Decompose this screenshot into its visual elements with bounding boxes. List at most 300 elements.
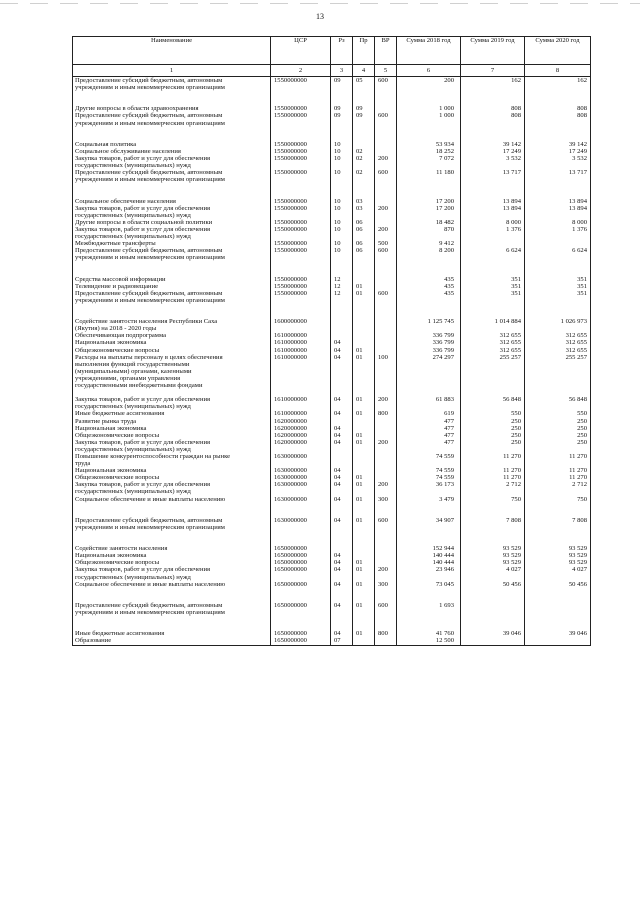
cell-sum-2019: 1 014 884 — [461, 318, 525, 325]
cell-name: Социальное обеспечение и иные выплаты населению — [73, 581, 271, 588]
cell-name: государственных (муниципальных) нужд — [73, 446, 271, 453]
cell-name — [73, 503, 271, 510]
cell-csr: 1550000000 — [271, 240, 331, 247]
cell-csr: 1600000000 — [271, 318, 331, 325]
table-row — [73, 602, 591, 609]
cell-sum-2018: 36 173 — [397, 481, 461, 488]
cell-sum-2019 — [461, 588, 525, 595]
cell-pr — [353, 467, 375, 474]
cell-vr: 600 — [375, 517, 397, 524]
cell-csr — [271, 176, 331, 183]
header-sum-2020: Сумма 2020 год — [525, 37, 591, 65]
cell-sum-2020 — [525, 254, 591, 261]
cell-name: Предоставление субсидий бюджетным, автономным — [73, 602, 271, 609]
cell-vr — [375, 127, 397, 134]
cell-name: Иные бюджетные ассигнования — [73, 630, 271, 637]
cell-csr: 1550000000 — [271, 141, 331, 148]
cell-vr — [375, 538, 397, 545]
cell-csr — [271, 191, 331, 198]
table-row — [73, 134, 591, 141]
cell-vr: 100 — [375, 354, 397, 361]
cell-vr: 200 — [375, 439, 397, 446]
cell-vr — [375, 198, 397, 205]
cell-sum-2020: 17 249 — [525, 148, 591, 155]
cell-rz: 04 — [331, 432, 353, 439]
cell-csr — [271, 254, 331, 261]
table-row — [73, 198, 591, 205]
cell-name: Закупка товаров, работ и услуг для обеспечения — [73, 205, 271, 212]
cell-sum-2018 — [397, 524, 461, 531]
cell-csr — [271, 297, 331, 304]
cell-sum-2018 — [397, 261, 461, 268]
cell-sum-2020 — [525, 98, 591, 105]
cell-sum-2018 — [397, 488, 461, 495]
cell-csr: 1550000000 — [271, 169, 331, 176]
cell-vr — [375, 474, 397, 481]
cell-vr — [375, 91, 397, 98]
cell-rz — [331, 162, 353, 169]
cell-pr — [353, 552, 375, 559]
cell-pr — [353, 183, 375, 190]
cell-vr — [375, 332, 397, 339]
cell-sum-2020: 13 894 — [525, 198, 591, 205]
cell-name: Обеспечивающая подпрограмма — [73, 332, 271, 339]
cell-sum-2020: 11 270 — [525, 474, 591, 481]
cell-pr — [353, 425, 375, 432]
cell-sum-2020: 250 — [525, 439, 591, 446]
header-row — [73, 37, 591, 65]
cell-name — [73, 127, 271, 134]
cell-pr: 01 — [353, 517, 375, 524]
cell-pr — [353, 389, 375, 396]
cell-sum-2019: 11 270 — [461, 467, 525, 474]
table-row — [73, 517, 591, 524]
cell-name: Образование — [73, 637, 271, 645]
cell-csr — [271, 446, 331, 453]
cell-vr: 500 — [375, 240, 397, 247]
cell-name — [73, 261, 271, 268]
cell-csr: 1630000000 — [271, 481, 331, 488]
table-row — [73, 261, 591, 268]
cell-sum-2018: 1 125 745 — [397, 318, 461, 325]
cell-sum-2020: 312 655 — [525, 339, 591, 346]
cell-vr — [375, 361, 397, 368]
cell-pr — [353, 524, 375, 531]
cell-rz — [331, 84, 353, 91]
cell-pr — [353, 616, 375, 623]
cell-csr — [271, 183, 331, 190]
cell-sum-2020 — [525, 403, 591, 410]
cell-sum-2019: 312 655 — [461, 339, 525, 346]
cell-csr: 1550000000 — [271, 219, 331, 226]
cell-pr: 03 — [353, 198, 375, 205]
table-row — [73, 559, 591, 566]
cell-sum-2020: 250 — [525, 432, 591, 439]
cell-rz: 04 — [331, 425, 353, 432]
cell-rz — [331, 524, 353, 531]
table-row — [73, 460, 591, 467]
cell-vr — [375, 403, 397, 410]
cell-sum-2018: 152 944 — [397, 545, 461, 552]
column-number: 2 — [271, 65, 331, 77]
cell-sum-2020 — [525, 212, 591, 219]
cell-sum-2018: 74 559 — [397, 453, 461, 460]
cell-sum-2020: 39 142 — [525, 141, 591, 148]
table-row — [73, 574, 591, 581]
cell-sum-2020 — [525, 269, 591, 276]
cell-csr: 1550000000 — [271, 105, 331, 112]
table-row — [73, 240, 591, 247]
cell-sum-2019: 4 027 — [461, 566, 525, 573]
table-row — [73, 290, 591, 297]
cell-name: Социальное обслуживание населения — [73, 148, 271, 155]
cell-rz — [331, 120, 353, 127]
column-number: 1 — [73, 65, 271, 77]
cell-rz — [331, 361, 353, 368]
cell-sum-2019 — [461, 261, 525, 268]
cell-name: Предоставление субсидий бюджетным, автономным — [73, 290, 271, 297]
cell-pr — [353, 453, 375, 460]
cell-sum-2019 — [461, 325, 525, 332]
table-row — [73, 283, 591, 290]
cell-rz: 10 — [331, 240, 353, 247]
table-row — [73, 162, 591, 169]
cell-vr — [375, 261, 397, 268]
cell-name: Социальное обеспечение и иные выплаты населению — [73, 496, 271, 503]
cell-csr: 1610000000 — [271, 354, 331, 361]
cell-csr — [271, 488, 331, 495]
table-row — [73, 616, 591, 623]
cell-sum-2019: 1 376 — [461, 226, 525, 233]
cell-rz — [331, 446, 353, 453]
cell-csr — [271, 609, 331, 616]
cell-sum-2019: 351 — [461, 290, 525, 297]
cell-sum-2020 — [525, 538, 591, 545]
cell-sum-2020: 351 — [525, 276, 591, 283]
cell-sum-2020 — [525, 134, 591, 141]
cell-pr — [353, 403, 375, 410]
cell-rz — [331, 389, 353, 396]
cell-sum-2019 — [461, 524, 525, 531]
cell-vr: 200 — [375, 396, 397, 403]
cell-sum-2019: 255 257 — [461, 354, 525, 361]
table-row — [73, 233, 591, 240]
cell-rz: 04 — [331, 552, 353, 559]
cell-pr — [353, 488, 375, 495]
cell-sum-2018 — [397, 574, 461, 581]
table-row — [73, 439, 591, 446]
cell-sum-2018 — [397, 375, 461, 382]
cell-vr — [375, 432, 397, 439]
cell-vr — [375, 212, 397, 219]
cell-sum-2020 — [525, 609, 591, 616]
cell-csr: 1550000000 — [271, 276, 331, 283]
cell-sum-2020 — [525, 162, 591, 169]
cell-sum-2020: 39 046 — [525, 630, 591, 637]
page-number: 13 — [316, 12, 324, 21]
cell-sum-2019 — [461, 127, 525, 134]
cell-rz — [331, 318, 353, 325]
cell-sum-2020: 2 712 — [525, 481, 591, 488]
cell-pr — [353, 510, 375, 517]
cell-sum-2018 — [397, 403, 461, 410]
cell-sum-2020: 312 655 — [525, 332, 591, 339]
cell-sum-2019: 250 — [461, 418, 525, 425]
table-row — [73, 169, 591, 176]
cell-pr — [353, 361, 375, 368]
cell-sum-2018 — [397, 297, 461, 304]
cell-sum-2020 — [525, 460, 591, 467]
cell-sum-2019 — [461, 375, 525, 382]
cell-pr: 01 — [353, 410, 375, 417]
cell-rz — [331, 368, 353, 375]
cell-vr — [375, 318, 397, 325]
cell-pr — [353, 233, 375, 240]
cell-name: Предоставление субсидий бюджетным, автономным — [73, 247, 271, 254]
cell-csr — [271, 91, 331, 98]
cell-vr — [375, 176, 397, 183]
column-number: 8 — [525, 65, 591, 77]
cell-sum-2019: 13 894 — [461, 198, 525, 205]
cell-sum-2020 — [525, 240, 591, 247]
table-row — [73, 396, 591, 403]
cell-sum-2020 — [525, 574, 591, 581]
cell-sum-2019: 13 717 — [461, 169, 525, 176]
cell-name: Предоставление субсидий бюджетным, автономным — [73, 112, 271, 119]
cell-sum-2020: 3 532 — [525, 155, 591, 162]
cell-sum-2019: 351 — [461, 276, 525, 283]
table-row — [73, 212, 591, 219]
cell-sum-2019: 550 — [461, 410, 525, 417]
table-row — [73, 375, 591, 382]
cell-rz — [331, 595, 353, 602]
cell-sum-2020: 4 027 — [525, 566, 591, 573]
cell-pr — [353, 141, 375, 148]
cell-sum-2018: 18 482 — [397, 219, 461, 226]
cell-csr — [271, 127, 331, 134]
cell-rz: 04 — [331, 467, 353, 474]
cell-csr — [271, 538, 331, 545]
cell-sum-2020: 250 — [525, 425, 591, 432]
cell-vr: 600 — [375, 602, 397, 609]
table-row — [73, 91, 591, 98]
cell-vr — [375, 609, 397, 616]
cell-sum-2020: 312 655 — [525, 347, 591, 354]
cell-name: Социальное обеспечение населения — [73, 198, 271, 205]
cell-sum-2018: 477 — [397, 432, 461, 439]
cell-name: учреждениями, органами управления — [73, 375, 271, 382]
header-sum-2019: Сумма 2019 год — [461, 37, 525, 65]
table-row — [73, 311, 591, 318]
cell-sum-2019 — [461, 595, 525, 602]
cell-rz: 04 — [331, 354, 353, 361]
cell-name — [73, 91, 271, 98]
cell-sum-2019: 17 249 — [461, 148, 525, 155]
table-row — [73, 432, 591, 439]
cell-sum-2019 — [461, 134, 525, 141]
cell-pr: 05 — [353, 77, 375, 85]
cell-pr: 01 — [353, 396, 375, 403]
cell-csr — [271, 212, 331, 219]
cell-name — [73, 191, 271, 198]
cell-rz: 04 — [331, 581, 353, 588]
cell-name: Национальная экономика — [73, 467, 271, 474]
cell-name: Общеэкономические вопросы — [73, 347, 271, 354]
cell-sum-2019 — [461, 91, 525, 98]
cell-sum-2018: 74 559 — [397, 467, 461, 474]
table-row — [73, 481, 591, 488]
cell-vr — [375, 382, 397, 389]
cell-name: Национальная экономика — [73, 425, 271, 432]
table-row — [73, 325, 591, 332]
cell-csr: 1650000000 — [271, 630, 331, 637]
table-row — [73, 389, 591, 396]
cell-sum-2020: 351 — [525, 283, 591, 290]
cell-vr — [375, 418, 397, 425]
cell-sum-2020: 11 270 — [525, 467, 591, 474]
cell-sum-2018: 336 799 — [397, 332, 461, 339]
cell-name: Содействие занятости населения — [73, 545, 271, 552]
cell-csr — [271, 261, 331, 268]
cell-rz: 10 — [331, 169, 353, 176]
cell-sum-2020 — [525, 120, 591, 127]
cell-name — [73, 183, 271, 190]
cell-sum-2019 — [461, 602, 525, 609]
cell-vr — [375, 595, 397, 602]
cell-sum-2020: 56 848 — [525, 396, 591, 403]
cell-rz — [331, 510, 353, 517]
cell-name: Предоставление субсидий бюджетным, автономным — [73, 169, 271, 176]
cell-vr — [375, 453, 397, 460]
column-number: 5 — [375, 65, 397, 77]
cell-pr — [353, 191, 375, 198]
cell-sum-2018 — [397, 588, 461, 595]
cell-sum-2018: 435 — [397, 276, 461, 283]
cell-rz: 04 — [331, 602, 353, 609]
cell-rz: 07 — [331, 637, 353, 645]
cell-rz: 04 — [331, 474, 353, 481]
cell-rz — [331, 418, 353, 425]
cell-vr — [375, 347, 397, 354]
cell-sum-2020 — [525, 297, 591, 304]
cell-csr — [271, 510, 331, 517]
cell-sum-2020: 8 000 — [525, 219, 591, 226]
cell-sum-2018: 1 000 — [397, 112, 461, 119]
cell-csr: 1610000000 — [271, 347, 331, 354]
cell-csr: 1630000000 — [271, 453, 331, 460]
cell-csr — [271, 524, 331, 531]
cell-sum-2018: 9 412 — [397, 240, 461, 247]
cell-csr: 1630000000 — [271, 467, 331, 474]
cell-name: Общеэкономические вопросы — [73, 559, 271, 566]
cell-sum-2019 — [461, 616, 525, 623]
cell-csr: 1650000000 — [271, 552, 331, 559]
cell-pr — [353, 254, 375, 261]
cell-csr: 1650000000 — [271, 559, 331, 566]
cell-csr: 1550000000 — [271, 148, 331, 155]
cell-sum-2019: 250 — [461, 425, 525, 432]
cell-name: Межбюджетные трансферты — [73, 240, 271, 247]
cell-vr — [375, 545, 397, 552]
cell-sum-2019: 162 — [461, 77, 525, 85]
cell-name — [73, 588, 271, 595]
cell-sum-2020 — [525, 637, 591, 645]
column-number: 6 — [397, 65, 461, 77]
cell-name — [73, 595, 271, 602]
cell-vr — [375, 375, 397, 382]
cell-sum-2018 — [397, 446, 461, 453]
cell-sum-2020: 13 717 — [525, 169, 591, 176]
cell-rz — [331, 325, 353, 332]
cell-vr — [375, 531, 397, 538]
cell-sum-2020 — [525, 595, 591, 602]
cell-pr: 03 — [353, 205, 375, 212]
cell-vr — [375, 623, 397, 630]
cell-sum-2018: 1 000 — [397, 105, 461, 112]
table-row — [73, 496, 591, 503]
cell-csr: 1550000000 — [271, 77, 331, 85]
header-vr: ВР — [375, 37, 397, 65]
cell-rz — [331, 403, 353, 410]
cell-sum-2020: 162 — [525, 77, 591, 85]
cell-sum-2018: 23 946 — [397, 566, 461, 573]
cell-rz — [331, 233, 353, 240]
cell-vr: 600 — [375, 112, 397, 119]
cell-csr: 1610000000 — [271, 339, 331, 346]
cell-sum-2020 — [525, 233, 591, 240]
cell-name — [73, 269, 271, 276]
cell-sum-2018 — [397, 176, 461, 183]
cell-pr — [353, 503, 375, 510]
cell-csr: 1550000000 — [271, 290, 331, 297]
cell-name: Закупка товаров, работ и услуг для обеспечения — [73, 155, 271, 162]
cell-pr — [353, 134, 375, 141]
table-row — [73, 205, 591, 212]
cell-csr: 1550000000 — [271, 155, 331, 162]
cell-sum-2019: 11 270 — [461, 474, 525, 481]
cell-sum-2018 — [397, 183, 461, 190]
cell-vr — [375, 219, 397, 226]
cell-name: Предоставление субсидий бюджетным, автономным — [73, 517, 271, 524]
cell-name: учреждениям и иным некоммерческим организациям — [73, 524, 271, 531]
table-row — [73, 581, 591, 588]
cell-name: Предоставление субсидий бюджетным, автономным — [73, 77, 271, 85]
table-row — [73, 552, 591, 559]
cell-vr — [375, 269, 397, 276]
cell-sum-2020: 550 — [525, 410, 591, 417]
cell-sum-2018: 8 200 — [397, 247, 461, 254]
cell-sum-2020 — [525, 191, 591, 198]
cell-csr: 1610000000 — [271, 396, 331, 403]
cell-rz — [331, 488, 353, 495]
table-row — [73, 566, 591, 573]
cell-sum-2018: 870 — [397, 226, 461, 233]
cell-pr — [353, 382, 375, 389]
cell-name — [73, 623, 271, 630]
cell-csr: 1650000000 — [271, 545, 331, 552]
cell-vr — [375, 552, 397, 559]
cell-name — [73, 531, 271, 538]
cell-sum-2019 — [461, 297, 525, 304]
cell-csr — [271, 382, 331, 389]
cell-rz: 04 — [331, 630, 353, 637]
table-row — [73, 403, 591, 410]
cell-vr — [375, 141, 397, 148]
cell-sum-2018: 53 934 — [397, 141, 461, 148]
cell-name: Развитие рынка труда — [73, 418, 271, 425]
cell-sum-2019: 11 270 — [461, 453, 525, 460]
cell-vr: 600 — [375, 290, 397, 297]
